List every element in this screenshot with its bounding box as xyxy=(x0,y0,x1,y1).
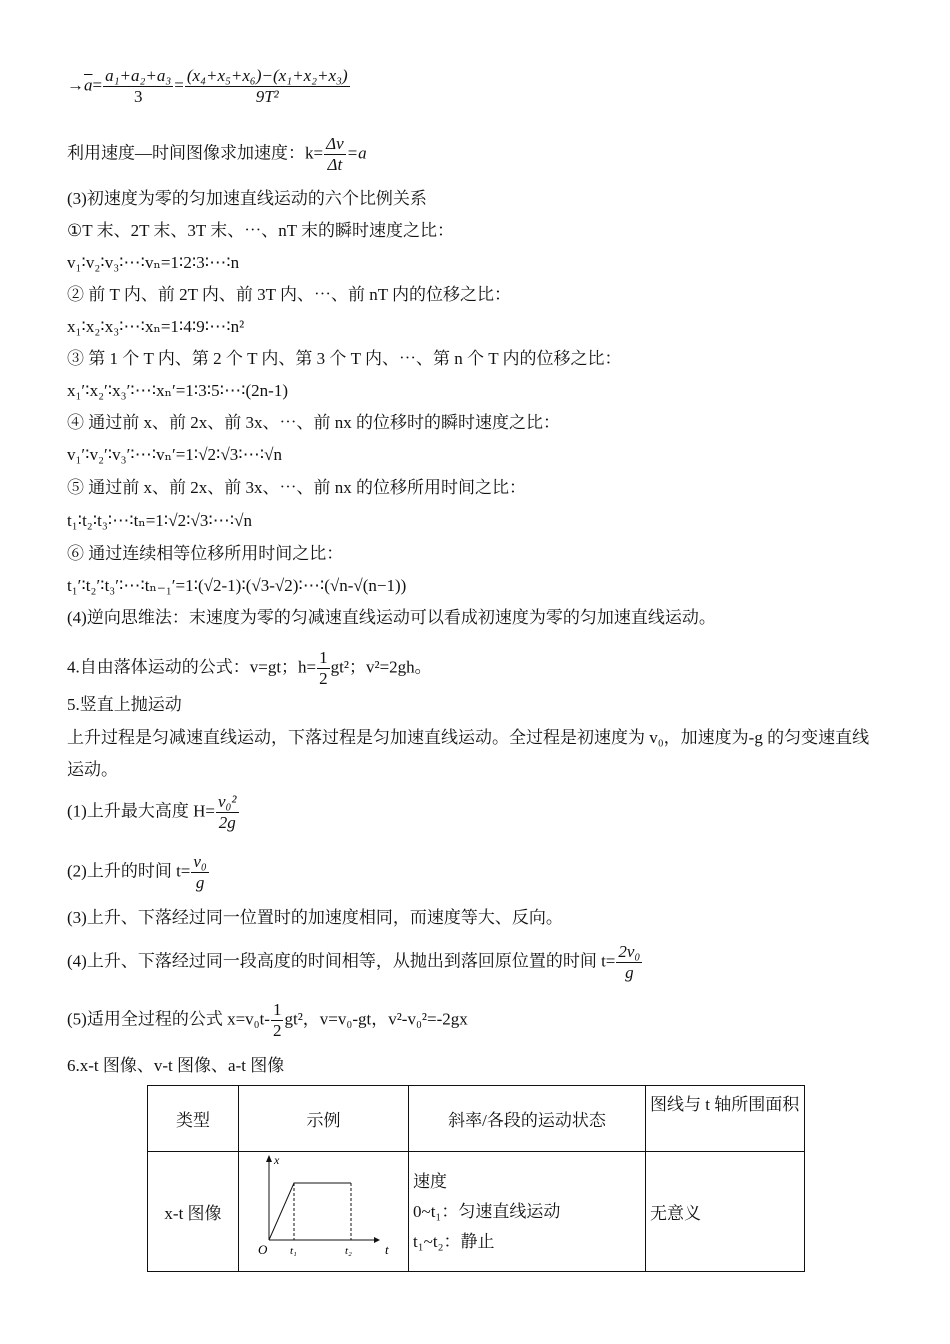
label-t1: t₁ xyxy=(290,1245,297,1257)
header-type: 类型 xyxy=(148,1086,239,1152)
p2-frac: $\frac{\text{v₀}}{g}$ xyxy=(193,852,207,892)
header-example: 示例 xyxy=(239,1086,409,1152)
vertical-heading: 5.竖直上抛运动 xyxy=(67,695,182,714)
table-row xyxy=(148,1152,805,1272)
vertical-p4: (4)上升、下落经过同一段高度的时间相等，从抛出到落回原位置的时间 t= $\frac{\text{2v₀}}{g}$ xyxy=(67,942,641,982)
ratio-4-eq: v₁′∶v₂′∶v₃′∶⋯∶vₙ′=1∶√2∶√3∶⋯∶√n xyxy=(67,445,282,464)
ratio-3-eq: x₁′∶x₂′∶x₃′∶⋯∶xₙ′=1∶3∶5∶⋯∶(2n-1) xyxy=(67,381,288,400)
header-slope: 斜率/各段的运动状态 xyxy=(409,1086,646,1152)
x-axis-arrow xyxy=(374,1237,380,1243)
state-line-2: 0~t₁：匀速直线运动 xyxy=(413,1201,561,1221)
ratio-2-eq: x₁∶x₂∶x₃∶⋯∶xₙ=1∶4∶9∶⋯∶n² xyxy=(67,317,245,336)
ratio-4-title: ④ 通过前 x、前 2x、前 3x、⋯、前 nx 的位移时的瞬时速度之比： xyxy=(67,413,560,432)
ratio-1-title: ①T 末、2T 末、3T 末、⋯、nT 末的瞬时速度之比： xyxy=(67,221,455,240)
freefall-formula: 4.自由落体运动的公式：v=gt；h= $\frac{1}{2}$ gt²；v²=2gh。 xyxy=(67,648,432,688)
label-o: O xyxy=(258,1242,268,1257)
state-line-3: t₁~t₂：静止 xyxy=(413,1231,495,1251)
p1-frac: $\frac{\text{v₀²}}{2g}$ xyxy=(217,792,237,832)
xt-graph-diagram xyxy=(239,1152,407,1266)
row-example xyxy=(239,1152,409,1272)
reverse-thinking: (4)逆向思维法：末速度为零的匀减速直线运动可以看成初速度为零的匀加速直线运动。 xyxy=(67,608,716,627)
header-area: 图线与 t 轴所围面积 xyxy=(646,1086,805,1152)
xt-line xyxy=(269,1183,351,1240)
ratios-heading: (3)初速度为零的匀加速直线运动的六个比例关系 xyxy=(67,189,427,208)
freefall-frac: $\frac{1}{2}$ xyxy=(319,648,328,688)
vertical-p5: (5)适用全过程的公式 x=v₀t- $\frac{1}{2}$ gt²，v=v₀-gt，v²-v₀²=-2gx xyxy=(67,1000,468,1040)
avg-frac-1: $\frac{\text{a₁+a₂+a₃}}{3}$ xyxy=(105,66,172,106)
label-x: x xyxy=(274,1153,280,1167)
row-type: x-t 图像 xyxy=(148,1152,239,1272)
avg-accel-formula: $\to\overline{a}=$ $\frac{\text{a₁+a₂+a₃}}{3}$ = $\frac{\text{(x₄+x₅+x₆)−(x₁+x₂+x₃)}}{\text{9T²}}$ xyxy=(67,66,348,106)
p4-frac: $\frac{\text{2v₀}}{g}$ xyxy=(618,942,641,982)
row-state xyxy=(409,1152,646,1272)
vertical-p1: (1)上升最大高度 H= $\frac{\text{v₀²}}{2g}$ xyxy=(67,792,237,832)
table-header-row xyxy=(148,1086,805,1152)
vt-accel-line: 利用速度—时间图像求加速度：k= $\frac{\Delta v}{\Delta t}$ =a xyxy=(67,134,367,174)
label-t: t xyxy=(385,1242,389,1257)
state-line-1: 速度 xyxy=(413,1171,447,1191)
vt-frac: $\frac{\Delta v}{\Delta t}$ xyxy=(326,134,344,174)
ratio-3-title: ③ 第 1 个 T 内、第 2 个 T 内、第 3 个 T 内、⋯、第 n 个 T 内的位移之比： xyxy=(67,349,622,368)
ratio-1-eq: v₁∶v₂∶v₃∶⋯∶vₙ=1∶2∶3∶⋯∶n xyxy=(67,253,240,272)
ratio-5-eq: t₁∶t₂∶t₃∶⋯∶tₙ=1∶√2∶√3∶⋯∶√n xyxy=(67,511,252,530)
graphs-table xyxy=(147,1085,805,1272)
p5-frac: $\frac{1}{2}$ xyxy=(272,1000,282,1040)
ratio-2-title: ② 前 T 内、前 2T 内、前 3T 内、⋯、前 nT 内的位移之比： xyxy=(67,285,512,304)
label-t2: t₂ xyxy=(345,1245,352,1257)
vertical-p2: (2)上升的时间 t= $\frac{\text{v₀}}{g}$ xyxy=(67,852,207,892)
ratio-6-eq: t₁′∶t₂′∶t₃′∶⋯∶tₙ₋₁′=1∶(√2-1)∶(√3-√2)∶⋯∶(√n-√(n−1)) xyxy=(67,576,407,595)
avg-frac-2: $\frac{\text{(x₄+x₅+x₆)−(x₁+x₂+x₃)}}{\text{9T²}}$ xyxy=(186,66,348,106)
vertical-desc: 上升过程是匀减速直线运动，下落过程是匀加速直线运动。全过程是初速度为 v₀，加速度为-g 的匀变速直线运动。 xyxy=(67,728,870,779)
vertical-p3: (3)上升、下落经过同一位置时的加速度相同，而速度等大、反向。 xyxy=(67,908,563,927)
y-axis-arrow xyxy=(266,1155,272,1162)
ratio-5-title: ⑤ 通过前 x、前 2x、前 3x、⋯、前 nx 的位移所用时间之比： xyxy=(67,478,526,497)
row-area: 无意义 xyxy=(646,1152,805,1272)
graphs-heading: 6.x-t 图像、v-t 图像、a-t 图像 xyxy=(67,1056,285,1075)
ratio-6-title: ⑥ 通过连续相等位移所用时间之比： xyxy=(67,544,344,563)
